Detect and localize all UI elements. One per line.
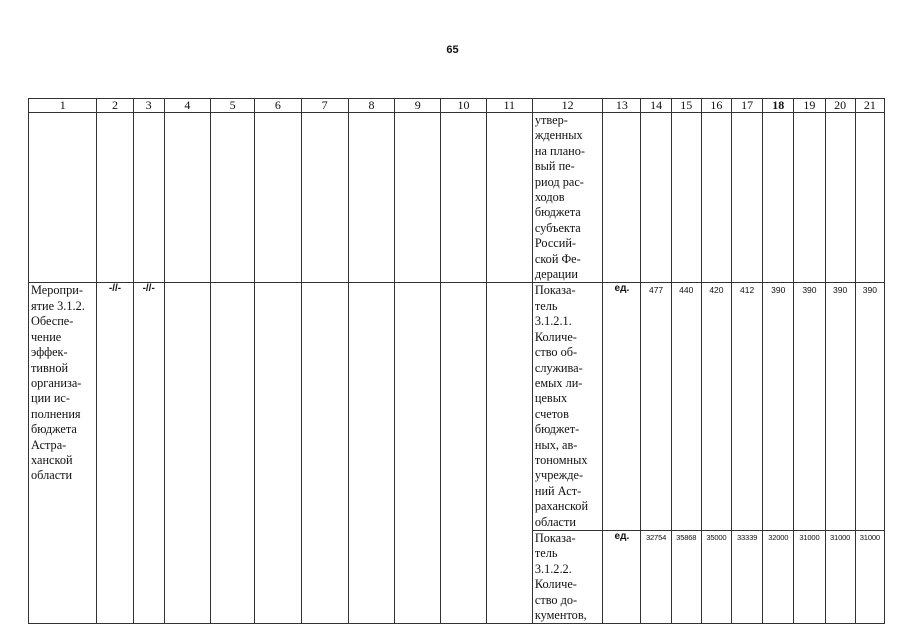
text-line: ний Аст- bbox=[534, 483, 582, 498]
header-cell: 20 bbox=[825, 99, 855, 113]
text-line: эффек- bbox=[31, 345, 68, 360]
ditto-mark: -//- bbox=[97, 283, 133, 624]
text-line: Показа- bbox=[534, 530, 576, 545]
value-cell: 390 bbox=[794, 283, 825, 531]
text-line: бюджета bbox=[534, 205, 581, 220]
header-cell: 13 bbox=[603, 99, 641, 113]
value-cell: 32000 bbox=[763, 530, 794, 623]
indicator-description-cell bbox=[532, 283, 602, 531]
header-cell: 18 bbox=[763, 99, 794, 113]
header-cell: 17 bbox=[732, 99, 763, 113]
table-row bbox=[29, 113, 885, 283]
text-line: емых ли- bbox=[534, 375, 583, 390]
text-line: 3.1.2.1. bbox=[534, 314, 572, 329]
unit-cell: ед. bbox=[603, 530, 641, 623]
header-cell: 5 bbox=[211, 99, 255, 113]
header-cell: 6 bbox=[255, 99, 301, 113]
text-line: раханской bbox=[534, 499, 589, 514]
header-cell: 3 bbox=[133, 99, 164, 113]
text-line: тель bbox=[534, 546, 558, 561]
header-cell: 8 bbox=[348, 99, 394, 113]
value-cell: 440 bbox=[671, 283, 701, 531]
text-line: ство до- bbox=[534, 592, 578, 607]
data-table bbox=[28, 98, 885, 624]
text-line: чение bbox=[31, 329, 62, 344]
text-line: Показа- bbox=[534, 283, 576, 298]
value-cell: 31000 bbox=[794, 530, 825, 623]
text-line: ции ис- bbox=[31, 391, 70, 406]
text-line: бюджета bbox=[31, 422, 77, 437]
text-line: Обеспе- bbox=[31, 314, 74, 329]
text-line: Россий- bbox=[534, 236, 577, 251]
text-line: Количе- bbox=[534, 577, 577, 592]
value-cell: 35868 bbox=[671, 530, 701, 623]
text-line: служива- bbox=[534, 360, 583, 375]
header-cell: 1 bbox=[29, 99, 97, 113]
text-line: ных, ав- bbox=[534, 437, 578, 452]
indicator-description-cell bbox=[532, 113, 602, 283]
text-line: области bbox=[31, 468, 73, 483]
text-line: ханской bbox=[31, 452, 73, 467]
text-line: Меропри- bbox=[31, 283, 83, 298]
text-line: ходов bbox=[534, 190, 565, 205]
text-line: тономных bbox=[534, 452, 588, 467]
header-cell: 9 bbox=[395, 99, 441, 113]
text-line: ятие 3.1.2. bbox=[31, 298, 85, 313]
header-cell: 14 bbox=[641, 99, 671, 113]
header-cell: 19 bbox=[794, 99, 825, 113]
header-cell: 2 bbox=[97, 99, 133, 113]
text-line: риод рас- bbox=[534, 174, 584, 189]
indicator-description-cell bbox=[532, 530, 602, 623]
text-line: жденных bbox=[534, 128, 583, 143]
header-cell: 10 bbox=[441, 99, 486, 113]
text-line: организа- bbox=[31, 375, 82, 390]
unit-cell: ед. bbox=[603, 283, 641, 531]
value-cell: 31000 bbox=[825, 530, 855, 623]
text-line: цевых bbox=[534, 391, 568, 406]
value-cell: 390 bbox=[855, 283, 884, 531]
text-line: кументов, bbox=[534, 608, 587, 622]
text-line: дерации bbox=[534, 267, 578, 282]
value-cell: 31000 bbox=[855, 530, 884, 623]
text-line: Астра- bbox=[31, 437, 67, 452]
text-line: полнения bbox=[31, 406, 81, 421]
text-line: счетов bbox=[534, 406, 569, 421]
value-cell: 477 bbox=[641, 283, 671, 531]
header-row bbox=[29, 99, 885, 113]
value-cell: 32754 bbox=[641, 530, 671, 623]
text-line: субъекта bbox=[534, 220, 581, 235]
text-line: утвер- bbox=[534, 113, 568, 127]
value-cell: 420 bbox=[701, 283, 731, 531]
header-cell: 7 bbox=[301, 99, 348, 113]
text-line: тель bbox=[534, 298, 558, 313]
text-line: ство об- bbox=[534, 345, 578, 360]
text-line: тивной bbox=[31, 360, 69, 375]
value-cell: 412 bbox=[732, 283, 763, 531]
ditto-mark: -//- bbox=[133, 283, 164, 624]
header-cell: 16 bbox=[701, 99, 731, 113]
text-line: Количе- bbox=[534, 329, 577, 344]
header-cell: 15 bbox=[671, 99, 701, 113]
text-line: ской Фе- bbox=[534, 251, 581, 266]
activity-name-cell bbox=[29, 283, 97, 624]
text-line: на плано- bbox=[534, 143, 585, 158]
text-line: бюджет- bbox=[534, 422, 580, 437]
text-line: 3.1.2.2. bbox=[534, 561, 572, 576]
value-cell: 390 bbox=[825, 283, 855, 531]
text-line: вый пе- bbox=[534, 159, 575, 174]
value-cell: 35000 bbox=[701, 530, 731, 623]
header-cell: 4 bbox=[164, 99, 210, 113]
header-cell: 12 bbox=[532, 99, 602, 113]
table-row bbox=[29, 283, 885, 531]
header-cell: 21 bbox=[855, 99, 884, 113]
value-cell: 33339 bbox=[732, 530, 763, 623]
value-cell: 390 bbox=[763, 283, 794, 531]
header-cell: 11 bbox=[486, 99, 532, 113]
text-line: учрежде- bbox=[534, 468, 584, 483]
text-line: области bbox=[534, 514, 576, 529]
page-number: 65 bbox=[446, 44, 459, 56]
